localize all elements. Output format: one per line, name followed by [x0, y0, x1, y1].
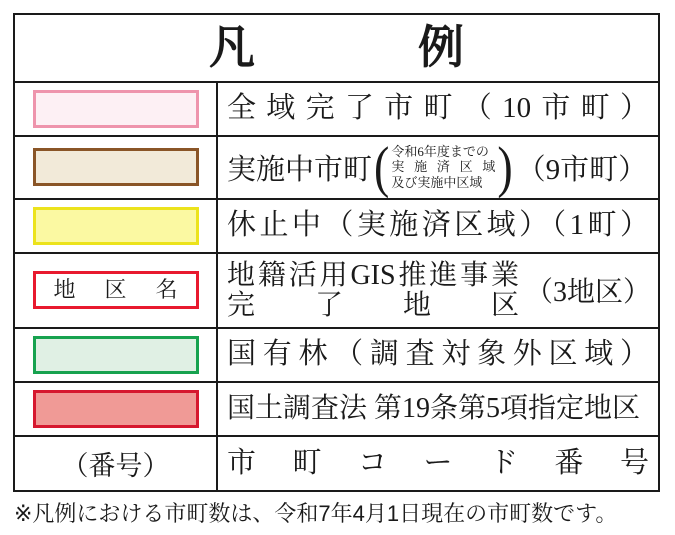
legend-row-completed	[15, 81, 658, 135]
district-name-label: 地区名	[53, 277, 178, 303]
swatch-district-name	[33, 271, 199, 309]
legend-row-code-number	[15, 435, 658, 490]
label-national-forest: 国有林（調査対象外区域）	[227, 338, 649, 371]
in-progress-note	[391, 144, 495, 191]
label-suspended: 休止中（実施済区域）（1町）	[227, 208, 649, 241]
note-line-1: 令和6年度までの	[391, 143, 489, 159]
legend-title-row	[15, 15, 658, 81]
swatch-suspended	[33, 207, 199, 245]
legend-row-suspended	[15, 198, 658, 252]
label-gis-line1: 地籍活用GIS推進事業	[227, 259, 519, 291]
note-open-paren: (	[374, 134, 390, 199]
swatch-national-forest	[33, 336, 199, 374]
label-in-progress-count: （9市町）	[516, 153, 648, 186]
legend-row-national-forest	[15, 327, 658, 381]
note-line-2: 実施済区域	[391, 159, 496, 175]
label-gis-line2: 完了地区	[227, 289, 519, 321]
legend-row-designated-district	[15, 381, 658, 435]
swatch-designated-district	[33, 390, 199, 428]
footnote: ※凡例における市町数は、令和7年4月1日現在の市町数です。	[14, 501, 618, 526]
legend-row-gis-district	[15, 252, 658, 328]
swatch-in-progress	[33, 148, 199, 186]
number-placeholder-label: （番号）	[61, 451, 170, 482]
note-close-paren: )	[497, 134, 513, 199]
legend-table	[13, 13, 660, 492]
label-code-number: 市町コード番号	[227, 446, 649, 479]
legend-title: 凡 例	[209, 22, 464, 73]
legend-row-in-progress	[15, 135, 658, 198]
swatch-completed	[33, 90, 199, 128]
label-completed: 全域完了市町（10市町）	[227, 92, 649, 125]
label-gis-count: （3地区）	[525, 277, 652, 309]
label-in-progress: 実施中市町	[227, 153, 373, 186]
label-designated-district: 国土調査法 第19条第5項指定地区	[227, 392, 641, 424]
note-line-3: 及び実施中区域	[391, 175, 483, 191]
